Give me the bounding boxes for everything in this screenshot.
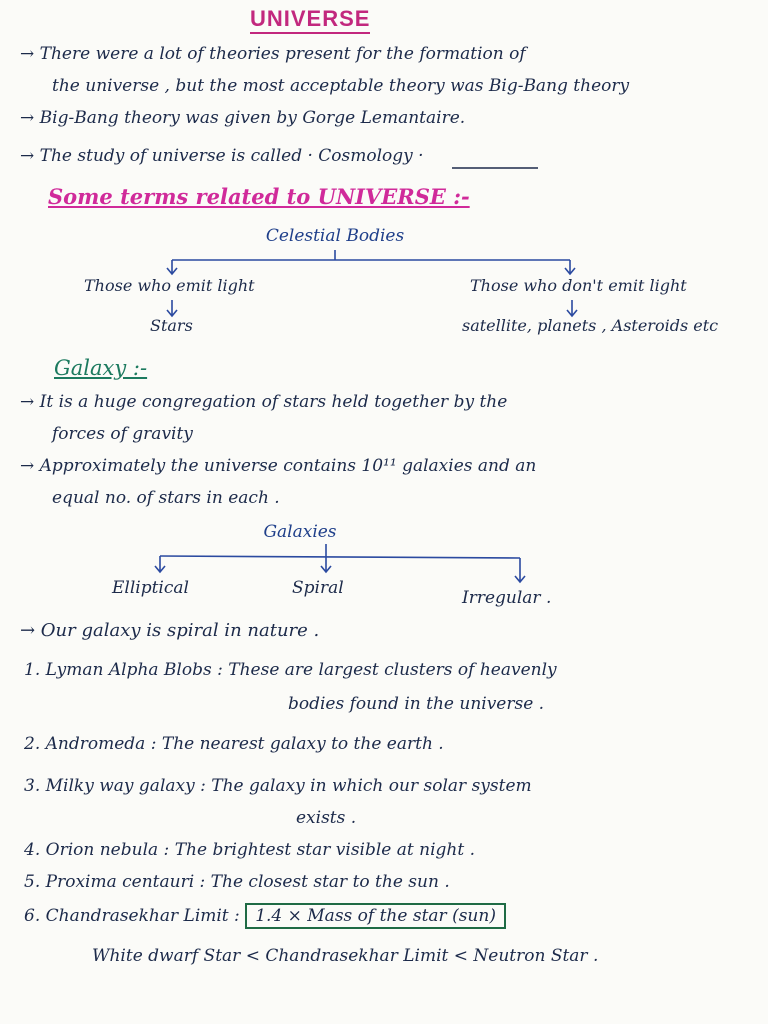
list-term: Lyman Alpha Blobs : [45, 660, 223, 680]
down-arrow-icon [167, 300, 177, 316]
celestial-left-leaf: Stars [150, 316, 193, 335]
down-arrow-icon [515, 558, 525, 582]
list-desc: The closest star to the sun . [210, 872, 450, 892]
galaxy-point-1: → It is a huge congregation of stars held together by the [20, 392, 508, 412]
list-desc: The brightest star visible at night . [174, 840, 476, 860]
celestial-right-leaf: satellite, planets , Asteroids etc [462, 316, 719, 335]
galaxy-point-4: equal no. of stars in each . [52, 488, 280, 508]
down-arrow-icon [167, 260, 177, 274]
list-term: Orion nebula : [45, 840, 170, 860]
page-title: UNIVERSE [250, 6, 370, 34]
list-term: Andromeda : [45, 734, 157, 754]
down-arrow-icon [321, 556, 331, 572]
galaxy-type-spiral: Spiral [292, 578, 344, 598]
list-number: 2. [24, 734, 41, 754]
our-galaxy-note: → Our galaxy is spiral in nature . [20, 620, 320, 641]
list-desc-continued: bodies found in the universe . [288, 694, 545, 714]
intro-line-1: → There were a lot of theories present for the formation of [20, 44, 526, 64]
list-desc-continued: exists . [296, 808, 357, 828]
list-number: 6. [24, 906, 41, 926]
chandrasekhar-limit-box: 1.4 × Mass of the star (sun) [245, 903, 506, 929]
celestial-left-branch: Those who emit light [84, 276, 255, 295]
down-arrow-icon [567, 300, 577, 316]
list-number: 3. [24, 776, 41, 796]
galaxy-point-2: forces of gravity [52, 424, 193, 444]
list-desc: The galaxy in which our solar system [211, 776, 532, 796]
down-arrow-icon [565, 260, 575, 274]
galaxies-root: Galaxies [263, 522, 337, 542]
galaxies-branch-line [160, 556, 520, 558]
galaxy-point-3: → Approximately the universe contains 10¹¹ galaxies and an [20, 456, 537, 476]
list-desc: The nearest galaxy to the earth . [161, 734, 444, 754]
down-arrow-icon [155, 556, 165, 572]
list-term: Proxima centauri : [45, 872, 206, 892]
intro-line-2: the universe , but the most acceptable theory was Big-Bang theory [52, 76, 630, 96]
galaxy-heading: Galaxy :- [54, 356, 148, 380]
galaxy-type-irregular: Irregular . [462, 588, 552, 608]
terms-heading: Some terms related to UNIVERSE :- [48, 184, 470, 209]
footer-comparison: White dwarf Star < Chandrasekhar Limit < Neutron Star . [92, 946, 599, 966]
galaxy-type-elliptical: Elliptical [112, 578, 189, 598]
list-term: Chandrasekhar Limit : [45, 906, 240, 926]
intro-line-3: → Big-Bang theory was given by Gorge Lemantaire. [20, 108, 466, 128]
list-number: 5. [24, 872, 41, 892]
list-term: Milky way galaxy : [45, 776, 206, 796]
celestial-right-branch: Those who don't emit light [470, 276, 687, 295]
list-number: 4. [24, 840, 41, 860]
list-number: 1. [24, 660, 41, 680]
intro-line-4: → The study of universe is called · Cosmology · [20, 146, 424, 166]
list-desc: These are largest clusters of heavenly [228, 660, 557, 680]
celestial-root: Celestial Bodies [265, 226, 405, 246]
